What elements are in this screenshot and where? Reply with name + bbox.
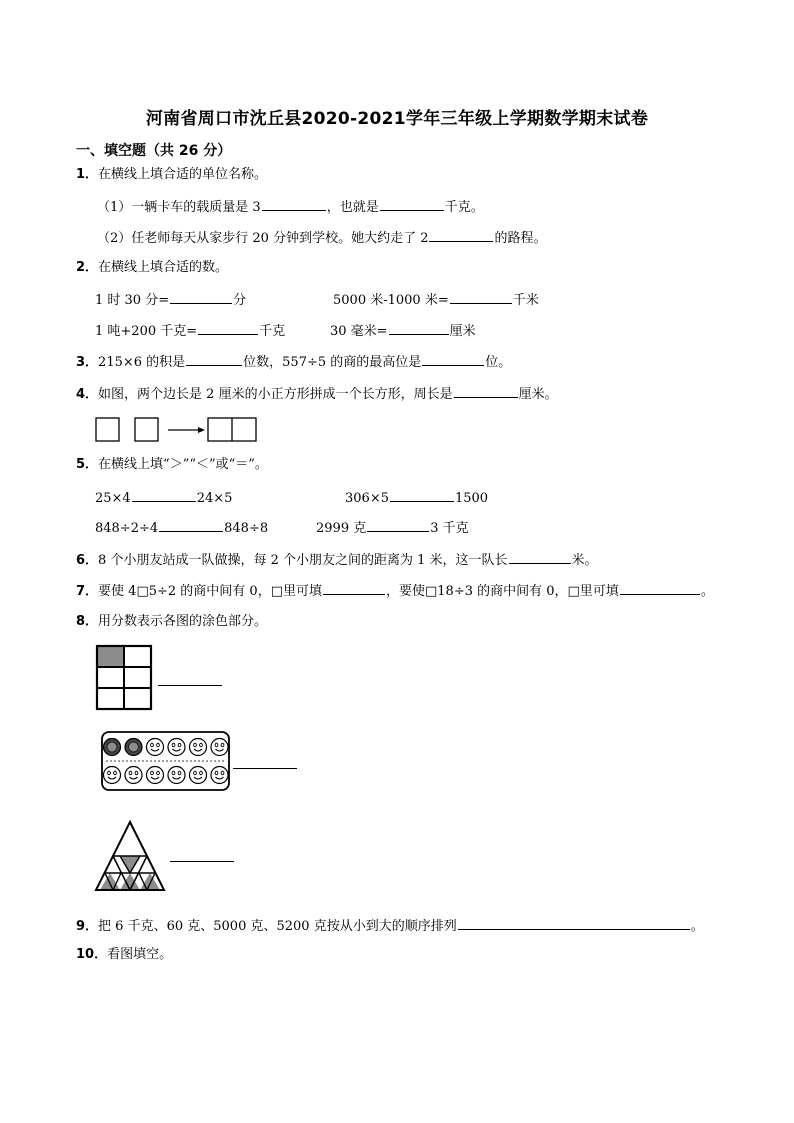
- question-text: 厘米。: [518, 387, 558, 402]
- question-2-item-2: [333, 290, 539, 310]
- item-text: 848÷2÷4: [95, 521, 159, 536]
- answer-blank[interactable]: [170, 861, 234, 862]
- answer-blank[interactable]: [509, 550, 571, 564]
- question-8: [76, 613, 267, 631]
- item-text: 24×5: [196, 491, 233, 506]
- answer-blank[interactable]: [620, 581, 700, 595]
- item-text: 5000 米-1000 米=: [333, 293, 449, 308]
- question-2: [76, 259, 228, 277]
- question-9: [76, 916, 704, 936]
- question-text: 看图填空。: [107, 947, 173, 962]
- answer-blank[interactable]: [186, 352, 242, 366]
- exam-title: 河南省周口市沈丘县2020-2021学年三年级上学期数学期末试卷: [145, 109, 649, 129]
- small-square: [135, 418, 158, 441]
- question-number: 5．: [76, 457, 99, 472]
- item-text: 分: [233, 293, 247, 308]
- smiley-face-icon: [190, 767, 207, 784]
- question-2-item-1: [95, 290, 246, 310]
- question-5-item-1: [95, 488, 232, 508]
- part-text: （2）任老师每天从家步行 20 分钟到学校。她大约走了 2: [97, 231, 429, 246]
- question-text: 把 6 千克、60 克、5000 克、5200 克按从小到大的顺序排列: [98, 919, 457, 934]
- item-text: 848÷8: [224, 521, 269, 536]
- question-6: [76, 550, 598, 570]
- answer-blank[interactable]: [450, 290, 512, 304]
- item-text: 3 千克: [430, 521, 469, 536]
- item-text: 1500: [454, 491, 489, 506]
- shaded-triangle: [120, 856, 140, 873]
- question-1-part-1: [97, 197, 484, 217]
- small-square: [96, 418, 119, 441]
- smiley-face-icon: [125, 739, 142, 756]
- answer-blank[interactable]: [429, 228, 493, 242]
- question-5: [76, 456, 268, 474]
- item-text: 1 时 30 分=: [95, 293, 170, 308]
- answer-blank[interactable]: [389, 321, 449, 335]
- question-2-item-4: [330, 321, 476, 341]
- faces-fraction-figure: [100, 730, 232, 792]
- answer-blank[interactable]: [458, 916, 690, 930]
- answer-blank[interactable]: [262, 197, 326, 211]
- answer-blank[interactable]: [159, 518, 223, 532]
- answer-blank[interactable]: [367, 518, 429, 532]
- question-number: 6．: [76, 553, 99, 568]
- triangle-fraction-figure: [92, 820, 172, 892]
- question-text: 位。: [485, 355, 512, 370]
- question-4: [76, 384, 558, 404]
- question-text: 如图，两个边长是 2 厘米的小正方形拼成一个长方形，周长是: [98, 387, 453, 402]
- section-heading-fill-in: 一、填空题（共 26 分）: [76, 143, 232, 159]
- question-1: [76, 166, 267, 184]
- answer-blank[interactable]: [158, 685, 222, 686]
- smiley-face-icon: [147, 767, 164, 784]
- question-text: 在横线上填合适的数。: [98, 260, 229, 275]
- item-text: 306×5: [345, 491, 389, 506]
- squares-to-rectangle-figure: [94, 416, 264, 444]
- question-text: 米。: [571, 553, 598, 568]
- question-text: 在横线上填“＞”“＜”或“＝”。: [98, 457, 268, 472]
- question-5-item-4: [316, 518, 469, 538]
- part-text: 千克。: [444, 200, 484, 215]
- question-number: 7．: [76, 584, 99, 599]
- question-number: 10．: [76, 947, 108, 962]
- question-text: 215×6 的积是: [98, 355, 186, 370]
- item-text: 千米: [512, 293, 539, 308]
- part-text: （1）一辆卡车的载质量是 3: [97, 200, 261, 215]
- smiley-face-icon: [211, 767, 228, 784]
- question-text: ，要使□18÷3 的商中间有 0，□里可填: [386, 584, 619, 599]
- item-text: 千克: [259, 324, 286, 339]
- smiley-face-icon: [190, 739, 207, 756]
- part-text: ，也就是: [326, 200, 379, 215]
- question-number: 8．: [76, 614, 99, 629]
- question-10: [76, 946, 172, 964]
- smiley-face-icon: [125, 767, 142, 784]
- answer-blank[interactable]: [380, 197, 444, 211]
- question-text: 要使 4□5÷2 的商中间有 0，□里可填: [98, 584, 322, 599]
- question-number: 4．: [76, 387, 99, 402]
- question-5-item-2: [345, 488, 488, 508]
- smiley-face-icon: [147, 739, 164, 756]
- smiley-face-icon: [211, 739, 228, 756]
- question-5-item-3: [95, 518, 268, 538]
- question-number: 2．: [76, 260, 99, 275]
- question-3: [76, 352, 511, 372]
- arrow-head-icon: [198, 427, 205, 433]
- smiley-face-icon: [168, 767, 185, 784]
- answer-blank[interactable]: [198, 321, 258, 335]
- question-text: 。: [700, 584, 714, 599]
- item-text: 2999 克: [316, 521, 367, 536]
- grid-fraction-figure: [95, 644, 155, 712]
- question-number: 3．: [76, 355, 99, 370]
- answer-blank[interactable]: [422, 352, 484, 366]
- answer-blank[interactable]: [390, 488, 454, 502]
- smiley-face-icon: [168, 739, 185, 756]
- item-text: 25×4: [95, 491, 131, 506]
- smiley-face-icon: [104, 767, 121, 784]
- answer-blank[interactable]: [170, 290, 232, 304]
- part-text: 的路程。: [494, 231, 547, 246]
- question-number: 1．: [76, 167, 99, 182]
- question-7: [76, 581, 714, 601]
- answer-blank[interactable]: [454, 384, 518, 398]
- faces-frame: [102, 732, 229, 790]
- smiley-face-icon: [104, 739, 121, 756]
- answer-blank[interactable]: [233, 768, 297, 769]
- question-2-item-3: [95, 321, 285, 341]
- question-1-part-2: [97, 228, 547, 248]
- question-number: 9．: [76, 919, 99, 934]
- question-text: 8 个小朋友站成一队做操，每 2 个小朋友之间的距离为 1 米，这一队长: [98, 553, 508, 568]
- question-text: 在横线上填合适的单位名称。: [98, 167, 268, 182]
- item-text: 1 吨+200 千克=: [95, 324, 198, 339]
- answer-blank[interactable]: [132, 488, 196, 502]
- question-text: 用分数表示各图的涂色部分。: [98, 614, 268, 629]
- item-text: 厘米: [449, 324, 476, 339]
- item-text: 30 毫米=: [330, 324, 388, 339]
- shaded-cell: [97, 646, 124, 667]
- question-text: 位数，557÷5 的商的最高位是: [243, 355, 422, 370]
- question-text: 。: [690, 919, 704, 934]
- answer-blank[interactable]: [323, 581, 385, 595]
